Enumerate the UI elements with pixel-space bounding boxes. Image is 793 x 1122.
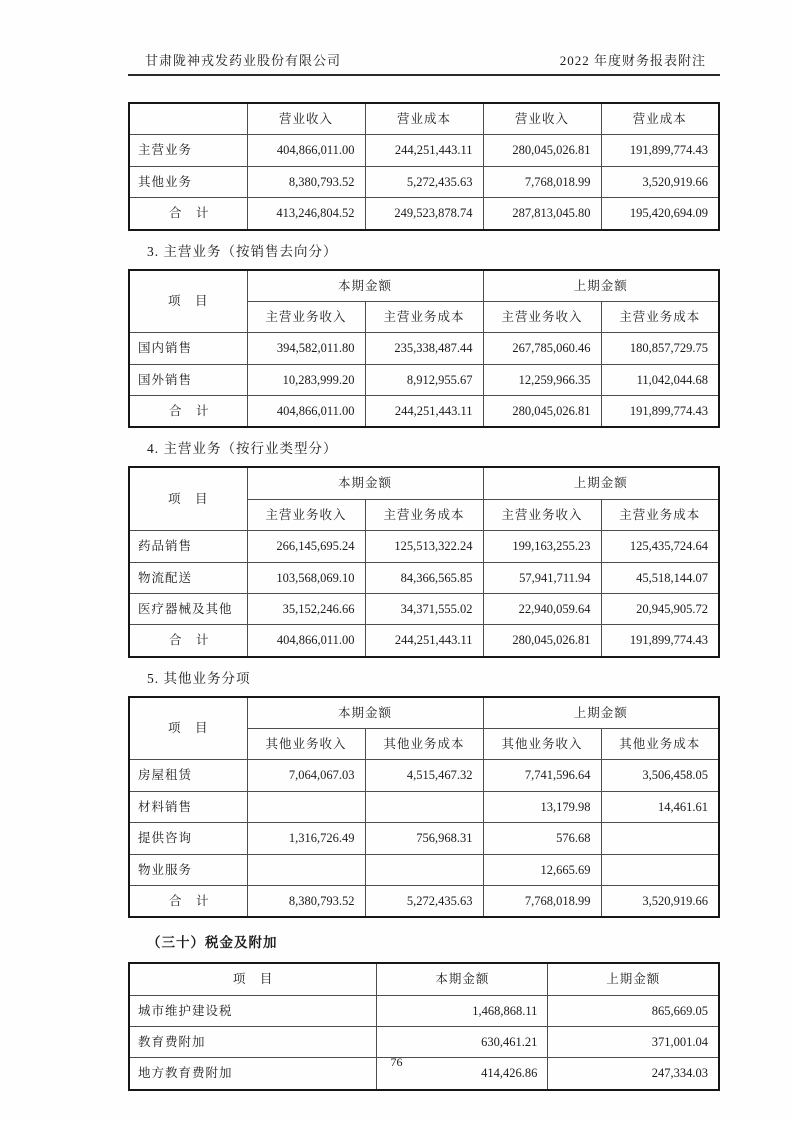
column-header: 主营业务成本 xyxy=(365,499,483,530)
column-header: 其他业务成本 xyxy=(365,729,483,760)
column-header: 本期金额 xyxy=(247,467,483,499)
column-header xyxy=(129,103,247,135)
column-header: 上期金额 xyxy=(483,697,719,729)
cell-value: 244,251,443.11 xyxy=(365,135,483,166)
cell-value xyxy=(365,854,483,885)
cell-value xyxy=(601,823,719,854)
row-label: 国外销售 xyxy=(129,364,247,395)
cell-value: 199,163,255.23 xyxy=(483,531,601,562)
total-row-label: 合 计 xyxy=(129,625,247,657)
column-header: 其他业务成本 xyxy=(601,729,719,760)
cell-value: 280,045,026.81 xyxy=(483,625,601,657)
cell-value: 12,665.69 xyxy=(483,854,601,885)
table-row xyxy=(129,995,719,1026)
table-row xyxy=(129,135,719,166)
cell-value: 3,520,919.66 xyxy=(601,166,719,197)
cell-value xyxy=(365,791,483,822)
table-main-business-by-destination xyxy=(128,269,720,429)
column-header: 主营业务成本 xyxy=(601,301,719,332)
column-header: 主营业务收入 xyxy=(247,499,365,530)
table-row xyxy=(129,823,719,854)
section-heading-taxes: （三十）税金及附加 xyxy=(147,935,278,951)
cell-value: 34,371,555.02 xyxy=(365,593,483,624)
column-header: 上期金额 xyxy=(483,467,719,499)
total-row-label: 合 计 xyxy=(129,198,247,230)
column-header: 主营业务成本 xyxy=(601,499,719,530)
cell-value: 244,251,443.11 xyxy=(365,396,483,428)
cell-value: 45,518,144.07 xyxy=(601,562,719,593)
table-row xyxy=(129,166,719,197)
cell-value: 125,513,322.24 xyxy=(365,531,483,562)
cell-value: 266,145,695.24 xyxy=(247,531,365,562)
column-header: 其他业务收入 xyxy=(483,729,601,760)
cell-value: 404,866,011.00 xyxy=(247,135,365,166)
cell-value: 414,426.86 xyxy=(377,1058,548,1090)
row-label: 国内销售 xyxy=(129,333,247,364)
cell-value: 404,866,011.00 xyxy=(247,625,365,657)
column-header: 本期金额 xyxy=(247,270,483,302)
cell-value: 5,272,435.63 xyxy=(365,885,483,917)
total-row-label: 合 计 xyxy=(129,396,247,428)
row-label: 物业服务 xyxy=(129,854,247,885)
cell-value: 8,380,793.52 xyxy=(247,166,365,197)
column-header: 营业成本 xyxy=(601,103,719,135)
table-row xyxy=(129,198,719,230)
cell-value: 57,941,711.94 xyxy=(483,562,601,593)
table-main-business-by-industry xyxy=(128,466,720,657)
row-label: 地方教育费附加 xyxy=(129,1058,377,1090)
cell-value: 865,669.05 xyxy=(548,995,719,1026)
table-row xyxy=(129,333,719,364)
column-header: 营业收入 xyxy=(483,103,601,135)
cell-value: 7,768,018.99 xyxy=(483,885,601,917)
table-row xyxy=(129,562,719,593)
cell-value: 22,940,059.64 xyxy=(483,593,601,624)
table-row xyxy=(129,593,719,624)
page-footer xyxy=(0,1055,793,1070)
cell-value: 35,152,246.66 xyxy=(247,593,365,624)
row-label: 医疗器械及其他 xyxy=(129,593,247,624)
column-header: 上期金额 xyxy=(483,270,719,302)
column-header: 项 目 xyxy=(129,963,377,995)
cell-value: 5,272,435.63 xyxy=(365,166,483,197)
table-row xyxy=(129,531,719,562)
cell-value: 235,338,487.44 xyxy=(365,333,483,364)
table-row xyxy=(129,854,719,885)
column-header: 上期金额 xyxy=(548,963,719,995)
page-header xyxy=(128,50,720,76)
row-label: 提供咨询 xyxy=(129,823,247,854)
row-label: 物流配送 xyxy=(129,562,247,593)
table-row xyxy=(129,1027,719,1058)
cell-value xyxy=(247,791,365,822)
cell-value: 7,741,596.64 xyxy=(483,760,601,791)
cell-value: 280,045,026.81 xyxy=(483,135,601,166)
cell-value: 576.68 xyxy=(483,823,601,854)
cell-value: 404,866,011.00 xyxy=(247,396,365,428)
cell-value: 1,468,868.11 xyxy=(377,995,548,1026)
cell-value: 394,582,011.80 xyxy=(247,333,365,364)
row-label: 材料销售 xyxy=(129,791,247,822)
cell-value: 249,523,878.74 xyxy=(365,198,483,230)
cell-value: 20,945,905.72 xyxy=(601,593,719,624)
cell-value: 244,251,443.11 xyxy=(365,625,483,657)
cell-value: 10,283,999.20 xyxy=(247,364,365,395)
cell-value: 3,520,919.66 xyxy=(601,885,719,917)
table-other-business-items xyxy=(128,696,720,919)
table-row xyxy=(129,625,719,657)
cell-value: 3,506,458.05 xyxy=(601,760,719,791)
row-label: 教育费附加 xyxy=(129,1027,377,1058)
table-row xyxy=(129,885,719,917)
cell-value: 7,768,018.99 xyxy=(483,166,601,197)
table-row xyxy=(129,396,719,428)
table-row xyxy=(129,760,719,791)
cell-value: 14,461.61 xyxy=(601,791,719,822)
cell-value: 180,857,729.75 xyxy=(601,333,719,364)
column-header: 项 目 xyxy=(129,270,247,333)
cell-value: 11,042,044.68 xyxy=(601,364,719,395)
cell-value: 413,246,804.52 xyxy=(247,198,365,230)
cell-value: 195,420,694.09 xyxy=(601,198,719,230)
page-number: 76 xyxy=(390,1055,403,1069)
cell-value: 371,001.04 xyxy=(548,1027,719,1058)
cell-value: 287,813,045.80 xyxy=(483,198,601,230)
cell-value xyxy=(601,854,719,885)
company-name: 甘肃陇神戎发药业股份有限公司 xyxy=(145,53,342,68)
cell-value: 756,968.31 xyxy=(365,823,483,854)
section-heading-other-business: 5. 其他业务分项 xyxy=(147,670,251,686)
table-taxes-and-surcharges xyxy=(128,962,720,1091)
section-heading-by-destination: 3. 主营业务（按销售去向分） xyxy=(147,243,338,259)
table-row xyxy=(129,791,719,822)
cell-value: 12,259,966.35 xyxy=(483,364,601,395)
total-row-label: 合 计 xyxy=(129,885,247,917)
column-header: 主营业务收入 xyxy=(247,301,365,332)
cell-value xyxy=(247,854,365,885)
column-header: 项 目 xyxy=(129,467,247,530)
cell-value: 247,334.03 xyxy=(548,1058,719,1090)
cell-value: 191,899,774.43 xyxy=(601,135,719,166)
cell-value: 103,568,069.10 xyxy=(247,562,365,593)
table-operating-revenue-cost xyxy=(128,102,720,231)
cell-value: 84,366,565.85 xyxy=(365,562,483,593)
column-header: 主营业务收入 xyxy=(483,301,601,332)
cell-value: 13,179.98 xyxy=(483,791,601,822)
row-label: 其他业务 xyxy=(129,166,247,197)
row-label: 城市维护建设税 xyxy=(129,995,377,1026)
cell-value: 1,316,726.49 xyxy=(247,823,365,854)
column-header: 主营业务收入 xyxy=(483,499,601,530)
table-row xyxy=(129,364,719,395)
cell-value: 8,380,793.52 xyxy=(247,885,365,917)
column-header: 本期金额 xyxy=(377,963,548,995)
cell-value: 191,899,774.43 xyxy=(601,625,719,657)
cell-value: 630,461.21 xyxy=(377,1027,548,1058)
column-header: 营业收入 xyxy=(247,103,365,135)
cell-value: 267,785,060.46 xyxy=(483,333,601,364)
section-heading-by-industry: 4. 主营业务（按行业类型分） xyxy=(147,441,338,457)
cell-value: 4,515,467.32 xyxy=(365,760,483,791)
column-header: 其他业务收入 xyxy=(247,729,365,760)
doc-title: 2022 年度财务报表附注 xyxy=(559,53,706,68)
cell-value: 280,045,026.81 xyxy=(483,396,601,428)
column-header: 项 目 xyxy=(129,697,247,760)
row-label: 药品销售 xyxy=(129,531,247,562)
column-header: 主营业务成本 xyxy=(365,301,483,332)
cell-value: 191,899,774.43 xyxy=(601,396,719,428)
cell-value: 8,912,955.67 xyxy=(365,364,483,395)
cell-value: 7,064,067.03 xyxy=(247,760,365,791)
column-header: 本期金额 xyxy=(247,697,483,729)
column-header: 营业成本 xyxy=(365,103,483,135)
cell-value: 125,435,724.64 xyxy=(601,531,719,562)
row-label: 房屋租赁 xyxy=(129,760,247,791)
row-label: 主营业务 xyxy=(129,135,247,166)
